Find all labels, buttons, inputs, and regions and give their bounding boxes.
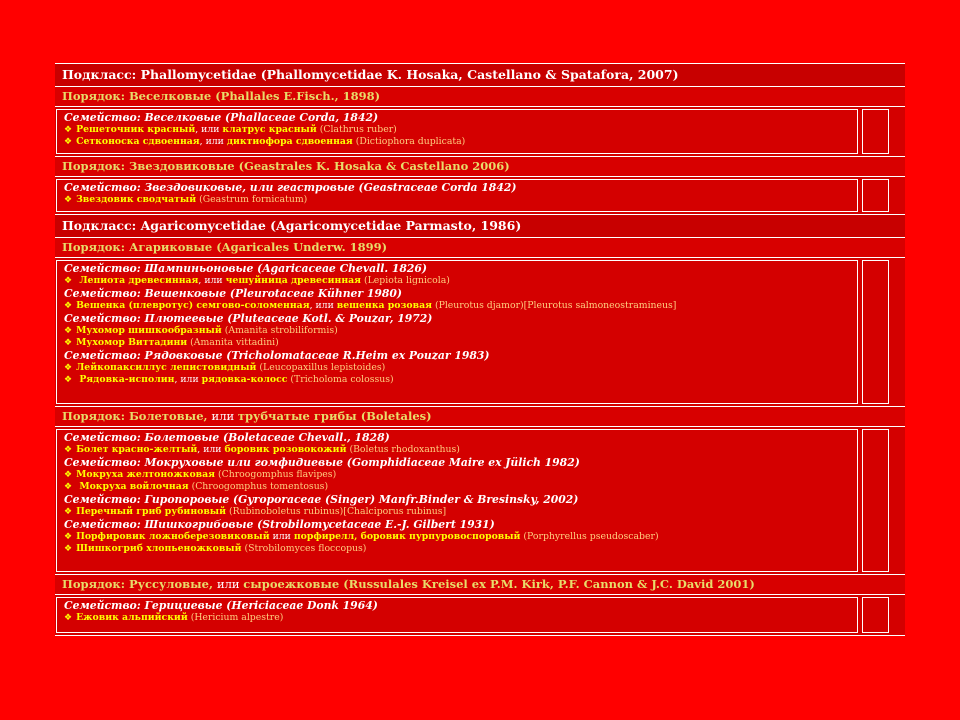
order-row <box>55 407 905 427</box>
species-conjunction: , или <box>174 374 202 385</box>
species-latin: (Amanita vittadini) <box>190 337 279 348</box>
species-latin: (Lepiota lignicola) <box>364 275 450 286</box>
species-latin: (Clathrus ruber) <box>319 124 397 135</box>
bullet-icon: ❖ <box>64 137 73 147</box>
family-heading: Семейство: Герициевые (Hericiaceae Donk 1964) <box>64 599 378 612</box>
species-conjunction: , или <box>195 124 223 135</box>
bullet-icon: ❖ <box>64 507 73 517</box>
species-item <box>64 325 857 337</box>
species-latin: (Amanita strobiliformis) <box>224 325 338 336</box>
species-name: Ежовик альпийский <box>76 612 188 623</box>
bullet-icon: ❖ <box>64 470 73 480</box>
family-heading: Семейство: Шишкогрибовые (Strobilomycetaceae E.-J. Gilbert 1931) <box>64 518 495 531</box>
order-title <box>62 238 387 257</box>
order-title <box>62 87 380 106</box>
species-conjunction: , или <box>198 275 226 286</box>
species-name: Болет красно-желтый <box>76 444 198 455</box>
species-item <box>64 124 857 136</box>
species-name: Решеточник красный <box>76 124 196 135</box>
species-name: Лейкопаксиллус лепистовидный <box>76 362 257 373</box>
species-latin: (Leucopaxillus lepistoides) <box>259 362 386 373</box>
species-alt-name: чешуйница древесинная <box>225 275 362 286</box>
species-alt-name: вешенка розовая <box>336 300 432 311</box>
species-item <box>64 444 857 456</box>
title-part: трубчатые грибы (Boletales) <box>237 409 432 423</box>
species-name: Мухомор шишкообразный <box>76 325 222 336</box>
species-conjunction: , или <box>197 444 225 455</box>
bullet-icon: ❖ <box>64 125 73 135</box>
species-name: Перечный гриб рубиновый <box>76 506 227 517</box>
family-cell <box>56 429 858 572</box>
species-latin: (Dictiophora duplicata) <box>355 136 466 147</box>
family-group <box>55 107 905 157</box>
side-cell <box>862 260 889 404</box>
order-row <box>55 87 905 107</box>
bullet-icon: ❖ <box>64 482 73 492</box>
bullet-icon: ❖ <box>64 613 73 623</box>
species-latin: (Boletus rhodoxanthus) <box>349 444 460 455</box>
title-conjunction: или <box>216 577 244 591</box>
species-latin: (Strobilomyces floccopus) <box>244 543 367 554</box>
title-part: сыроежковые (Russulales Kreisel ex P.M. Kirk, P.F. Cannon & J.C. David 2001) <box>243 577 755 591</box>
species-latin: (Hericium alpestre) <box>190 612 284 623</box>
species-latin: (Porphyrellus pseudoscaber) <box>523 531 659 542</box>
species-latin: (Geastrum fornicatum) <box>199 194 308 205</box>
species-item <box>64 612 857 624</box>
family-cell <box>56 109 858 154</box>
species-latin: (Chroogomphus flavipes) <box>218 469 337 480</box>
species-conjunction: , или <box>199 136 227 147</box>
bullet-icon: ❖ <box>64 363 73 373</box>
order-title <box>62 575 755 594</box>
subclass-title <box>62 64 679 86</box>
family-heading: Семейство: Шампиньоновые (Agaricaceae Chevall. 1826) <box>64 262 428 275</box>
family-group <box>55 427 905 575</box>
species-name: Лепиота древесинная <box>76 275 199 286</box>
species-item <box>64 506 857 518</box>
species-name: Мухомор Виттадини <box>76 337 188 348</box>
family-heading: Семейство: Болетовые (Boletaceae Chevall., 1828) <box>64 431 390 444</box>
species-name: Мокруха войлочная <box>76 481 189 492</box>
species-alt-name: боровик розовокожий <box>224 444 347 455</box>
bullet-icon: ❖ <box>64 301 73 311</box>
family-heading: Семейство: Звездовиковые, или геастровые (Geastraceae Corda 1842) <box>64 181 517 194</box>
bullet-icon: ❖ <box>64 338 73 348</box>
species-item <box>64 469 857 481</box>
order-row <box>55 238 905 258</box>
species-item <box>64 374 857 386</box>
family-heading: Семейство: Рядовковые (Tricholomataceae R.Heim ex Pouzar 1983) <box>64 349 490 362</box>
title-part: Порядок: Агариковые (Agaricales Underw. 1899) <box>62 240 388 254</box>
species-item <box>64 531 857 543</box>
family-heading: Семейство: Мокруховые или гомфидиевые (Gomphidiaceae Maire ex Jülich 1982) <box>64 456 580 469</box>
family-cell <box>56 179 858 212</box>
bullet-icon: ❖ <box>64 195 73 205</box>
bullet-icon: ❖ <box>64 276 73 286</box>
species-name: Порфировик ложноберезовиковый <box>76 531 270 542</box>
species-item <box>64 194 857 206</box>
order-title <box>62 157 510 176</box>
family-heading: Семейство: Гиропоровые (Gyroporaceae (Singer) Manfr.Binder & Bresinsky, 2002) <box>64 493 579 506</box>
title-part: Порядок: Веселковые (Phallales E.Fisch., 1898) <box>62 89 381 103</box>
family-cell <box>56 597 858 633</box>
species-name: Вешенка (плевротус) семгово-соломенная <box>76 300 310 311</box>
bullet-icon: ❖ <box>64 326 73 336</box>
bullet-icon: ❖ <box>64 544 73 554</box>
family-heading: Семейство: Веселковые (Phallaceae Corda, 1842) <box>64 111 379 124</box>
species-item <box>64 481 857 493</box>
species-alt-name: рядовка-колосс <box>201 374 288 385</box>
bullet-icon: ❖ <box>64 445 73 455</box>
order-row <box>55 575 905 595</box>
species-item <box>64 275 857 287</box>
species-item <box>64 362 857 374</box>
species-latin: (Chroogomphus tomentosus) <box>191 481 329 492</box>
side-cell <box>862 429 889 572</box>
order-title <box>62 407 432 426</box>
family-group <box>55 258 905 407</box>
species-name: Шишкогриб хлопьеножковый <box>76 543 242 554</box>
family-group <box>55 177 905 215</box>
species-latin: (Tricholoma colossus) <box>290 374 394 385</box>
bullet-icon: ❖ <box>64 375 73 385</box>
order-row <box>55 157 905 177</box>
bullet-icon: ❖ <box>64 532 73 542</box>
side-cell <box>862 109 889 154</box>
family-heading: Семейство: Вешенковые (Pleurotaceae Kühner 1980) <box>64 287 403 300</box>
title-part: Порядок: Руссуловые, <box>62 577 217 591</box>
title-part: Подкласс: Agaricomycetidae (Agaricomycetidae Parmasto, 1986) <box>62 218 522 233</box>
subclass-row <box>55 215 905 238</box>
title-conjunction: или <box>211 409 238 423</box>
subclass-title <box>62 215 521 237</box>
species-conjunction: , или <box>309 300 337 311</box>
species-alt-name: порфирелл, боровик пурпуровоспоровый <box>293 531 521 542</box>
species-item <box>64 543 857 555</box>
species-latin: (Pleurotus djamor)[Pleurotus salmoneostramineus] <box>434 300 677 311</box>
species-alt-name: клатрус красный <box>222 124 317 135</box>
species-item <box>64 300 857 312</box>
title-part: Порядок: Звездовиковые (Geastrales K. Hosaka & Castellano 2006) <box>62 159 510 173</box>
fungi-classification-table <box>55 63 905 636</box>
species-conjunction: или <box>269 531 294 542</box>
title-part: Порядок: Болетовые, <box>62 409 212 423</box>
species-item <box>64 136 857 148</box>
side-cell <box>862 179 889 212</box>
side-cell <box>862 597 889 633</box>
family-group <box>55 595 905 635</box>
species-alt-name: диктиофора сдвоенная <box>226 136 353 147</box>
species-item <box>64 337 857 349</box>
species-latin: (Rubinoboletus rubinus)[Chalciporus rubinus] <box>228 506 447 517</box>
subclass-row <box>55 64 905 87</box>
title-part: Подкласс: Phallomycetidae (Phallomycetidae K. Hosaka, Castellano & Spatafora, 2007) <box>62 67 679 82</box>
species-name: Звездовик сводчатый <box>76 194 197 205</box>
species-name: Рядовка-исполин <box>76 374 175 385</box>
species-name: Мокруха желтоножковая <box>76 469 216 480</box>
species-name: Сетконоска сдвоенная <box>76 136 200 147</box>
family-cell <box>56 260 858 404</box>
family-heading: Семейство: Плютеевые (Pluteaceae Kotl. & Pouzar, 1972) <box>64 312 433 325</box>
